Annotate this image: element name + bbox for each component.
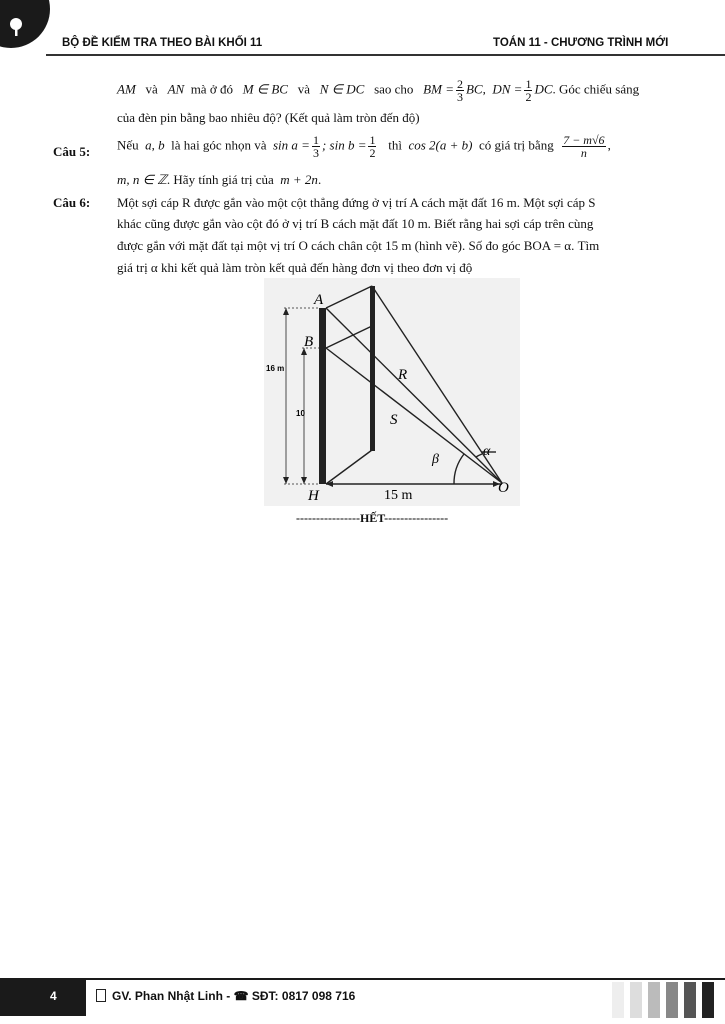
label-b: B (304, 334, 314, 350)
footer-bars (612, 982, 725, 1018)
q5-line-1: Nếu a, b là hai góc nhọn và sin a = $\frac{1}{3}$ ; sin b = $\frac{1}{2}$ thì cos 2(a + b) có giá trị bằng $\frac{7 - m√6}{n}$ , (117, 133, 611, 160)
q4-line-1: AM và AN mà ở đó M ∈ BC và N ∈ DC sao cho BM = $\frac{2}{3}$ BC, DN = $\frac{1}{2}$ DC. Góc chiếu sáng (117, 77, 640, 104)
figure-background (264, 278, 520, 506)
tree-icon (6, 16, 26, 38)
q5-label: Câu 5: (53, 144, 91, 159)
label-10: 10 (296, 409, 305, 418)
label-16m: 16 m (266, 364, 285, 373)
label-15m: 15 m (384, 488, 413, 503)
label-o: O (498, 480, 509, 496)
label-h: H (308, 488, 319, 504)
footer-rule (86, 978, 725, 980)
footer-page-number: 4 (50, 989, 57, 1003)
q6-label: Câu 6: (53, 195, 91, 210)
back-pole (370, 286, 375, 451)
q6-line-2: khác cũng được gắn vào cột đó ở vị trí B cách mặt đất 10 m. Biết rằng hai sợi cáp trên cùng (117, 216, 594, 231)
label-beta: β (432, 452, 439, 467)
q4-line-2: của đèn pin bằng bao nhiêu độ? (Kết quả làm tròn đến độ) (117, 110, 420, 125)
q6-line-4: giá trị α khi kết quả làm tròn kết quả đến hàng đơn vị theo đơn vị độ (117, 260, 473, 275)
cable-figure (264, 278, 520, 506)
label-alpha: α (483, 444, 491, 459)
footer-page-box (0, 978, 86, 1016)
phone-icon: ☎ (233, 989, 249, 1003)
label-r: R (398, 367, 408, 383)
q6-line-3: được gắn với mặt đất tại một vị trí O cách chân cột 15 m (hình vẽ). Số đo góc BOA = α. Tìm (117, 238, 600, 253)
label-s: S (390, 412, 398, 428)
label-a: A (314, 292, 324, 308)
header-rule (46, 54, 725, 56)
header-right-title: TOÁN 11 - CHƯƠNG TRÌNH MỚI (493, 37, 669, 49)
pole (319, 308, 326, 484)
document-icon (96, 989, 106, 1002)
end-mark: ----------------HẾT---------------- (296, 511, 449, 525)
q6-line-1: Một sợi cáp R được gắn vào một cột thẳng đứng ở vị trí A cách mặt đất 16 m. Một sợi cáp S (117, 195, 596, 210)
header-left-title: BỘ ĐỀ KIỂM TRA THEO BÀI KHỐI 11 (62, 37, 263, 49)
q5-line-2: m, n ∈ ℤ. Hãy tính giá trị của m + 2n. (117, 172, 322, 187)
footer-author: GV. Phan Nhật Linh - ☎ SĐT: 0817 098 716 (96, 989, 355, 1003)
